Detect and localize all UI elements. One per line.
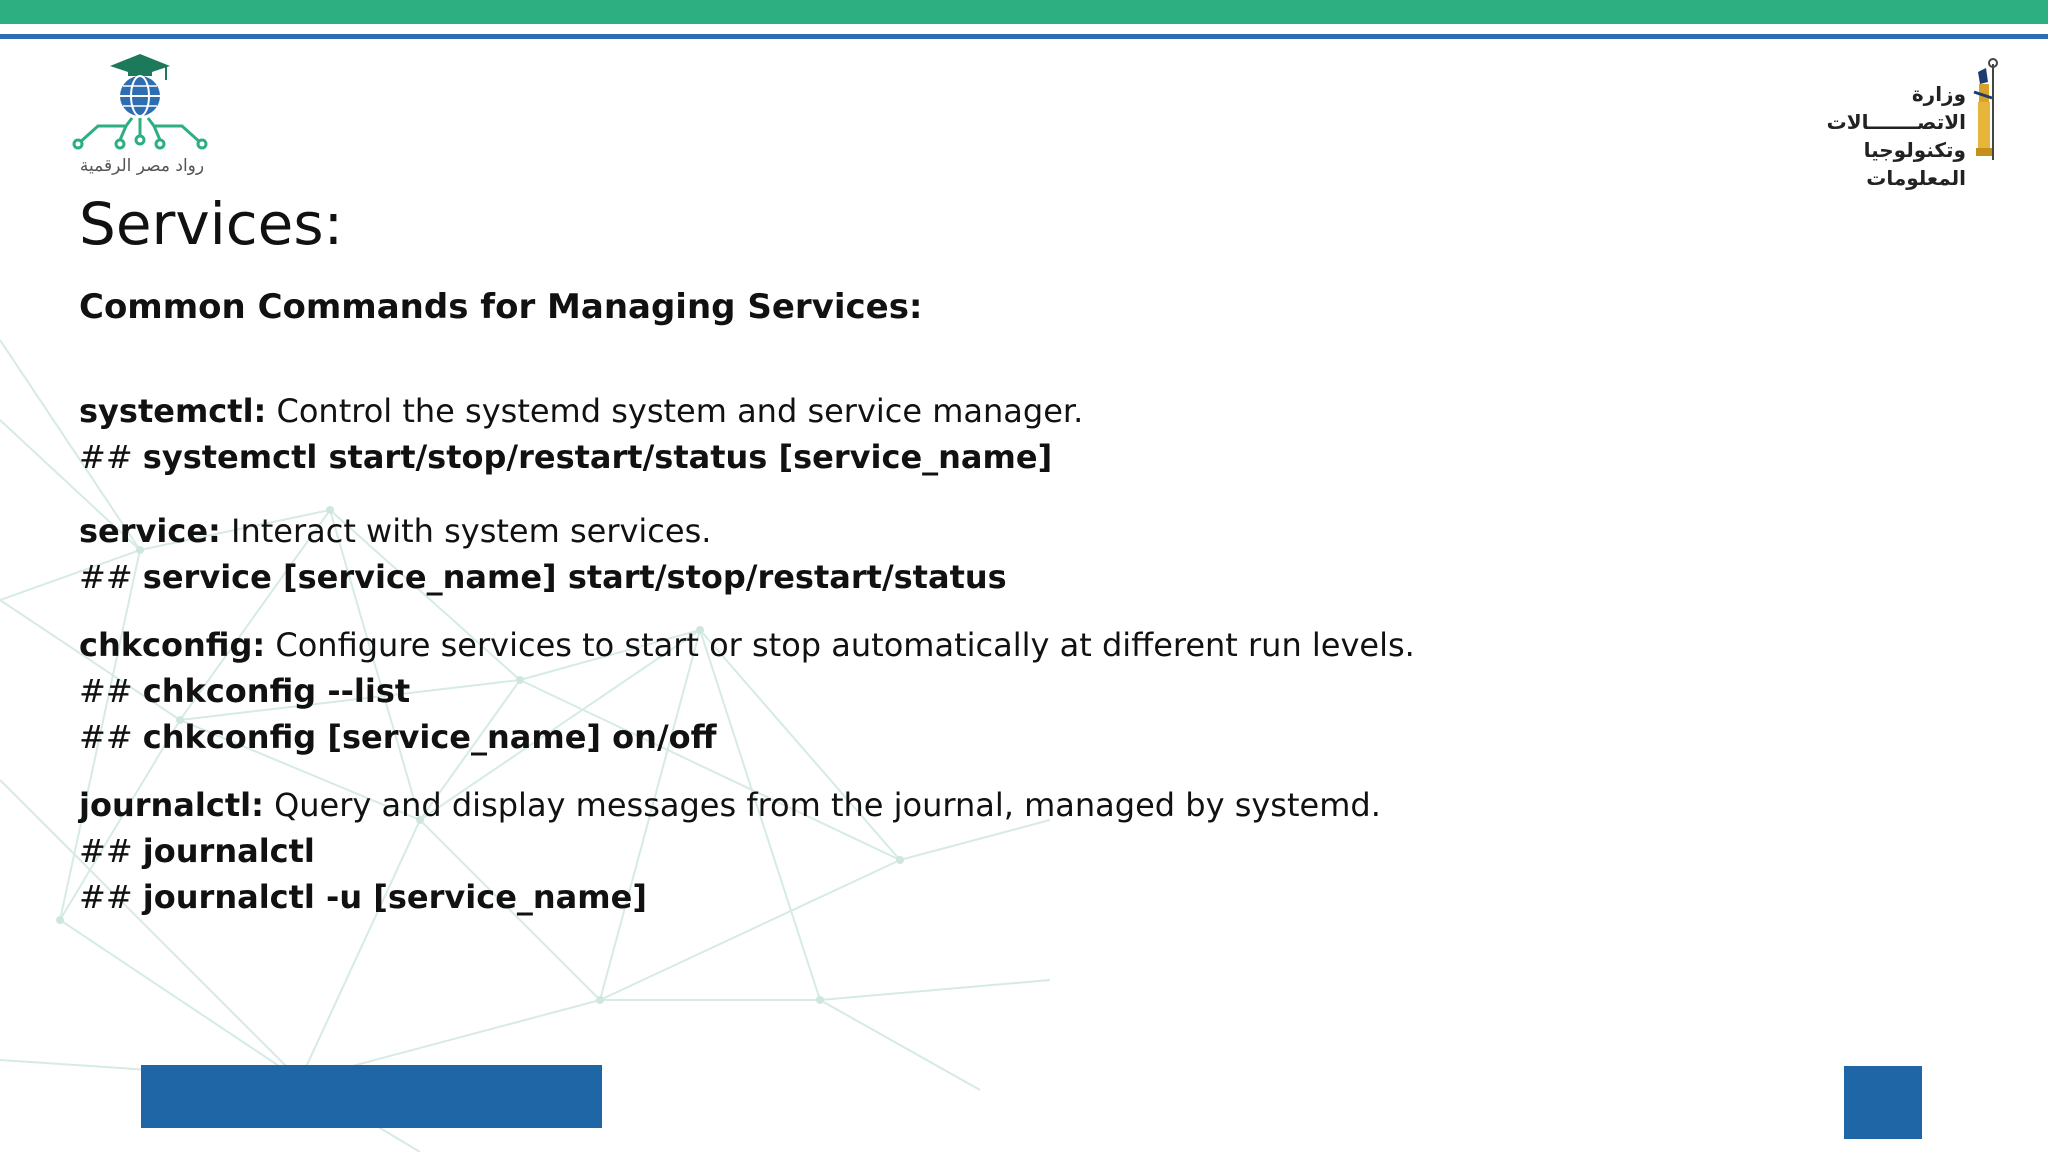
command-term: journalctl: bbox=[79, 786, 264, 824]
command-prefix: ## bbox=[79, 558, 143, 596]
command-description: Control the systemd system and service manager. bbox=[266, 392, 1084, 430]
command-term: service: bbox=[79, 512, 221, 550]
services-content bbox=[79, 388, 1479, 920]
command-prefix: ## bbox=[79, 438, 143, 476]
command-term: chkconfig: bbox=[79, 626, 266, 664]
command-example: service [service_name] start/stop/restart/status bbox=[142, 558, 1007, 596]
page-title: Services: bbox=[79, 190, 344, 258]
command-description: Configure services to start or stop automatically at different run levels. bbox=[265, 626, 1415, 664]
command-example: systemctl start/stop/restart/status [service_name] bbox=[142, 438, 1053, 476]
footer-left-block bbox=[141, 1065, 602, 1128]
left-logo-caption: رواد مصر الرقمية bbox=[79, 156, 205, 176]
pharaoh-statue-icon bbox=[1968, 58, 2006, 162]
command-prefix: ## bbox=[79, 832, 143, 870]
command-line bbox=[79, 714, 1479, 760]
section-description-line bbox=[79, 622, 1479, 668]
section-description-line bbox=[79, 508, 1479, 554]
command-line bbox=[79, 828, 1479, 874]
top-green-bar bbox=[0, 0, 2048, 24]
section-service bbox=[79, 508, 1479, 600]
command-prefix: ## bbox=[79, 672, 143, 710]
command-example: journalctl -u [service_name] bbox=[142, 878, 647, 916]
top-blue-line bbox=[0, 34, 2048, 39]
right-logo-caption bbox=[1800, 80, 1966, 192]
section-description-line bbox=[79, 388, 1479, 434]
section-chkconfig bbox=[79, 622, 1479, 760]
page-subtitle: Common Commands for Managing Services: bbox=[79, 287, 923, 327]
command-example: chkconfig [service_name] on/off bbox=[142, 718, 717, 756]
section-journalctl bbox=[79, 782, 1479, 920]
command-line bbox=[79, 554, 1479, 600]
command-description: Interact with system services. bbox=[220, 512, 712, 550]
command-example: chkconfig --list bbox=[142, 672, 411, 710]
command-line bbox=[79, 668, 1479, 714]
right-logo-line1: وزارة الاتصـــــــالات bbox=[1826, 82, 1966, 134]
section-description-line bbox=[79, 782, 1479, 828]
footer-right-block bbox=[1844, 1066, 1922, 1139]
command-term: systemctl: bbox=[79, 392, 267, 430]
section-systemctl bbox=[79, 388, 1479, 480]
command-example: journalctl bbox=[142, 832, 315, 870]
right-logo-line2: وتكنولوجيا المعلومات bbox=[1863, 138, 1966, 190]
command-line bbox=[79, 434, 1479, 480]
command-prefix: ## bbox=[79, 718, 143, 756]
command-line bbox=[79, 874, 1479, 920]
command-description: Query and display messages from the journal, managed by systemd. bbox=[263, 786, 1381, 824]
command-prefix: ## bbox=[79, 878, 143, 916]
